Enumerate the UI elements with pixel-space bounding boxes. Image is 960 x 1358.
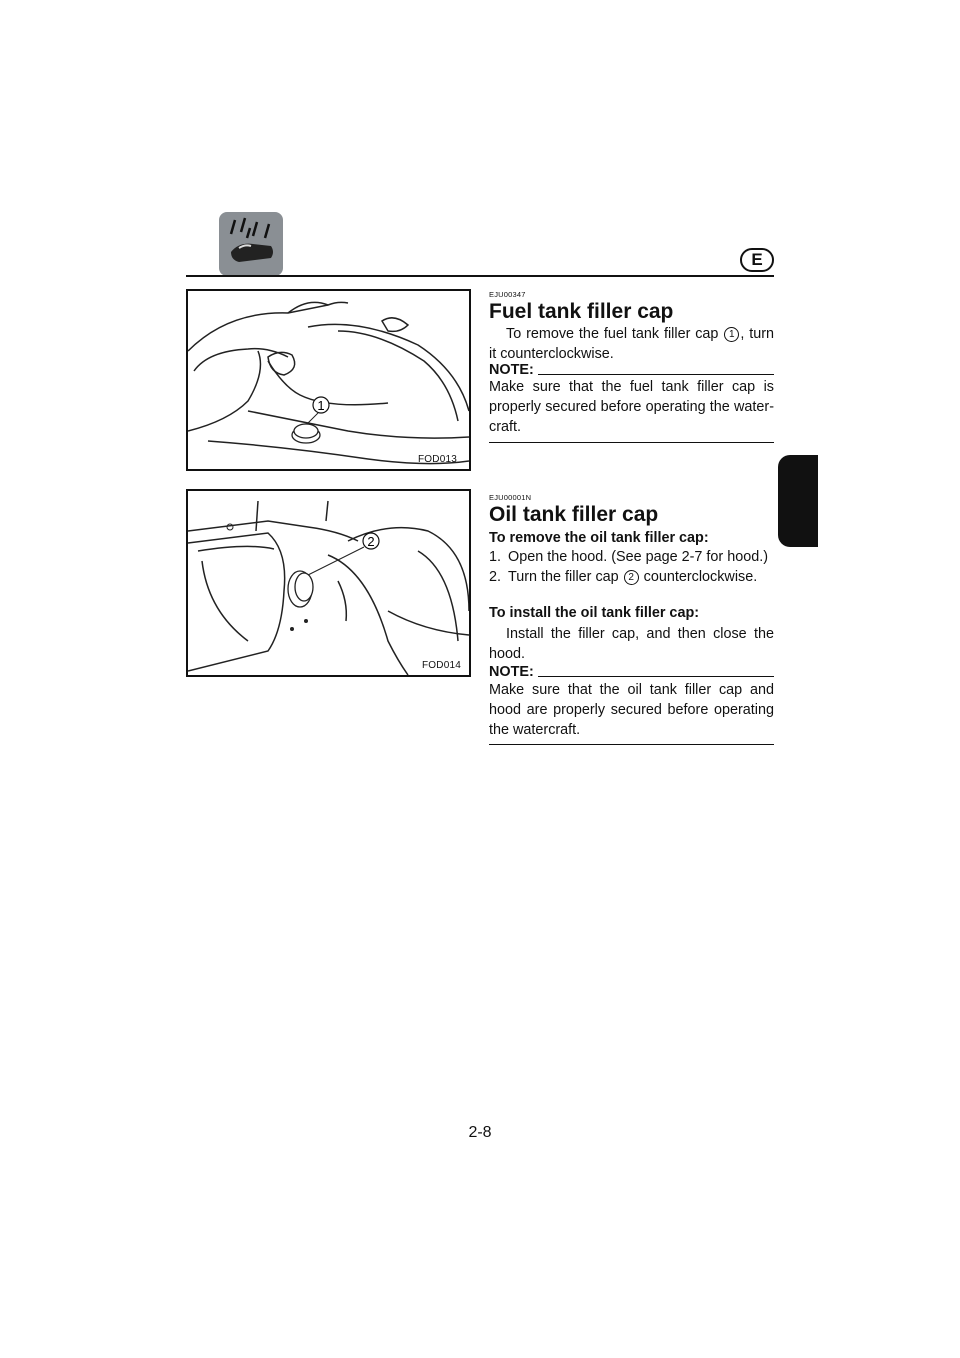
page-number: 2-8: [468, 1124, 492, 1141]
note-text: Make sure that the oil tank filler cap and hood are properly secured before operating the watercraft.: [489, 682, 774, 738]
callout-2: 2: [367, 534, 375, 549]
watercraft-icon: [219, 212, 283, 276]
fuel-cap-illustration: [186, 289, 471, 471]
oil-cap-drawing: [188, 491, 469, 675]
note-label: NOTE:: [489, 663, 774, 681]
section-code: EJU00001N: [489, 493, 532, 502]
install-paragraph: Install the filler cap, and then close the hood.: [489, 626, 774, 662]
figure-code: FOD013: [418, 454, 457, 465]
chapter-side-tab: [778, 455, 818, 547]
section-title: Fuel tank filler cap: [489, 300, 674, 323]
section-code: EJU00347: [489, 290, 526, 299]
subheading: To remove the oil tank filler cap:: [489, 530, 709, 546]
oil-cap-illustration: [186, 489, 471, 677]
callout-marker: 1: [724, 327, 739, 342]
section-title: Oil tank filler cap: [489, 503, 659, 526]
list-item: 2. Turn the filler cap 2 counterclockwise.: [489, 569, 758, 585]
fuel-paragraph: To remove the fuel tank filler cap 1 , turn it counterclockwise.: [489, 326, 775, 362]
note-text: Make sure that the fuel tank filler cap is properly secured before operating the water-craft.: [489, 379, 774, 435]
subheading: To install the oil tank filler cap:: [489, 605, 700, 621]
figure-code: FOD014: [422, 660, 461, 671]
callout-marker: 2: [624, 570, 639, 585]
language-badge: E: [740, 248, 774, 272]
list-item: 1. Open the hood. (See page 2-7 for hood.): [489, 549, 769, 565]
callout-1: 1: [317, 398, 325, 413]
note-label: NOTE:: [489, 361, 774, 379]
note-end-rule: [489, 442, 774, 443]
note-end-rule: [489, 744, 774, 745]
fuel-cap-drawing: [188, 291, 469, 469]
steps-list: [489, 547, 774, 587]
header-rule: [186, 275, 774, 277]
